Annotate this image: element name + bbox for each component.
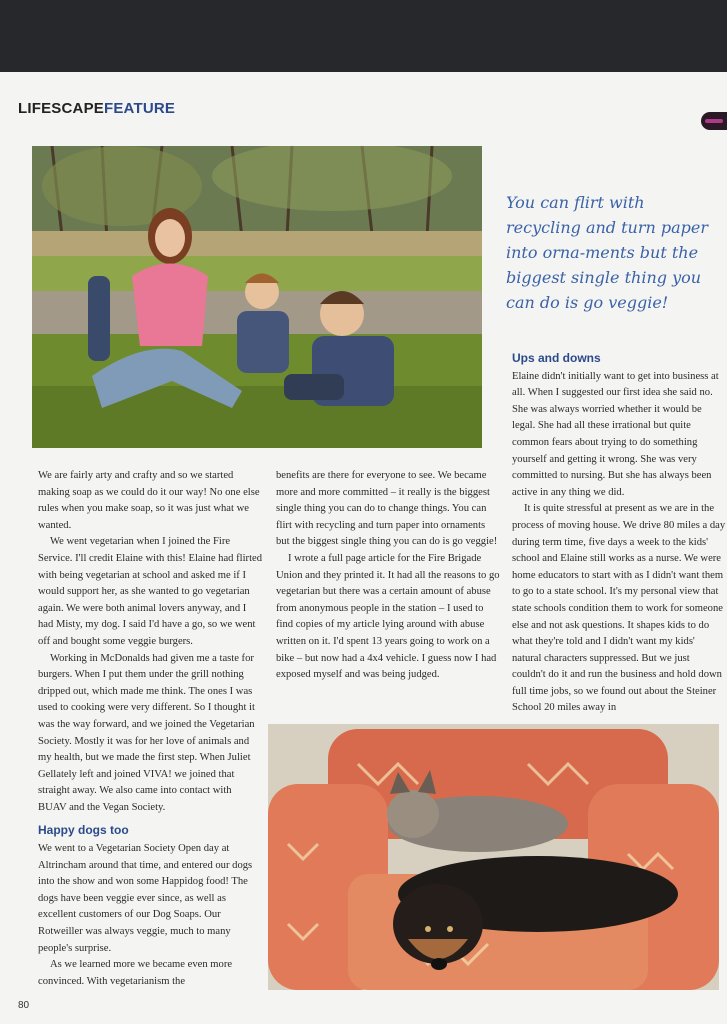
- col3-paragraph: It is quite stressful at present as we are in the process of moving house. We drive 80 miles a day during term time, five days a week to the kids' school and Elaine still works as a nurse. We were home educators to start with as I didn't want them to go to a state school. It's my personal view that state schools condition them to work for someone else and not ask questions. It shapes kids to do what they're told and I didn't want my kids' natural characters suppressed. But we just couldn't do it and run the business and hold down full time jobs, so we found out about the Steiner School 20 miles away in: [512, 503, 726, 714]
- col1-paragraph: We are fairly arty and crafty and so we started making soap as we could do it our way! No one else rules when you make soap, so it was just what we wanted.: [38, 470, 260, 531]
- section-header-brand: LIFESCAPE: [18, 100, 104, 117]
- col1-paragraph: We went vegetarian when I joined the Fire Service. I'll credit Elaine with this! Elaine had flirted with being vegetarian at school and asked me if I would support her, as she wanted to go vegetarian again. We were both animal lovers anyway, and I had Misty, my dog. I said I'd have a go, so we went off and bought some veggie burgers.: [38, 536, 263, 647]
- family-photo: [32, 146, 482, 448]
- body-column-3: [512, 350, 726, 717]
- col2-paragraph: benefits are there for everyone to see. We became more and more committed – it really is the biggest single thing you can do to change things. You can flirt with recycling and turn paper into ornaments but the biggest single thing you can do is go veggie!: [276, 470, 498, 548]
- body-column-2: [276, 468, 500, 684]
- subhead-happy-dogs: Happy dogs too: [38, 823, 129, 838]
- scanner-dark-border: [0, 0, 727, 72]
- pull-quote: You can flirt with recycling and turn paper into orna-ments but the biggest single thing you can do is go veggie!: [506, 193, 709, 312]
- col3-paragraph: Elaine didn't initially want to get into business at all. When I suggested our first idea she said no. She was always worried whether it would be legal. She had all these irrational but quite common fears about trying to do something yourself and getting it wrong. She was very committed to nursing. But she has always been active in any thing we did.: [512, 370, 719, 498]
- dogs-photo: [268, 724, 719, 990]
- section-header-feature: FEATURE: [103, 100, 176, 117]
- page-tab-marker: [701, 112, 727, 130]
- col1-paragraph: Working in McDonalds had given me a taste for burgers. When I put them under the grill nothing dripped out, which made me think. The ones I was used to cooking were very different. So I thought it was the way forward, and we joined the Vegetarian Society. Mostly it was for her love of animals and my health, but we made the first step. When Juliet Gellately left and joined VIVA! we joined that straight away. We also came into contact with BUAV and the Vegan Society.: [38, 652, 255, 813]
- col1-paragraph: We went to a Vegetarian Society Open day at Altrincham around that time, and entered our dogs into the show and won some Happidog food! The dogs have been veggie ever since, as well as excellent customers of our Dog Soaps. Our Rotweiller was always veggie, much to many people's surprise.: [38, 843, 253, 954]
- section-header: [18, 100, 175, 117]
- col1-paragraph: As we learned more we became even more convinced. With vegetarianism the: [38, 959, 233, 987]
- subhead-ups-and-downs: Ups and downs: [512, 351, 601, 365]
- page-number: 80: [18, 1000, 30, 1011]
- col2-paragraph: I wrote a full page article for the Fire Brigade Union and they printed it. It had all the reasons to go vegetarian but there was a certain amount of abuse from anonymous people in the station – I used to find copies of my article lying around with abuse written on it. I'd spent 13 years going to work on a bike – but now had a 4x4 vehicle. I guess now I had exposed myself and was being judged.: [276, 552, 500, 681]
- body-column-1: [38, 468, 262, 990]
